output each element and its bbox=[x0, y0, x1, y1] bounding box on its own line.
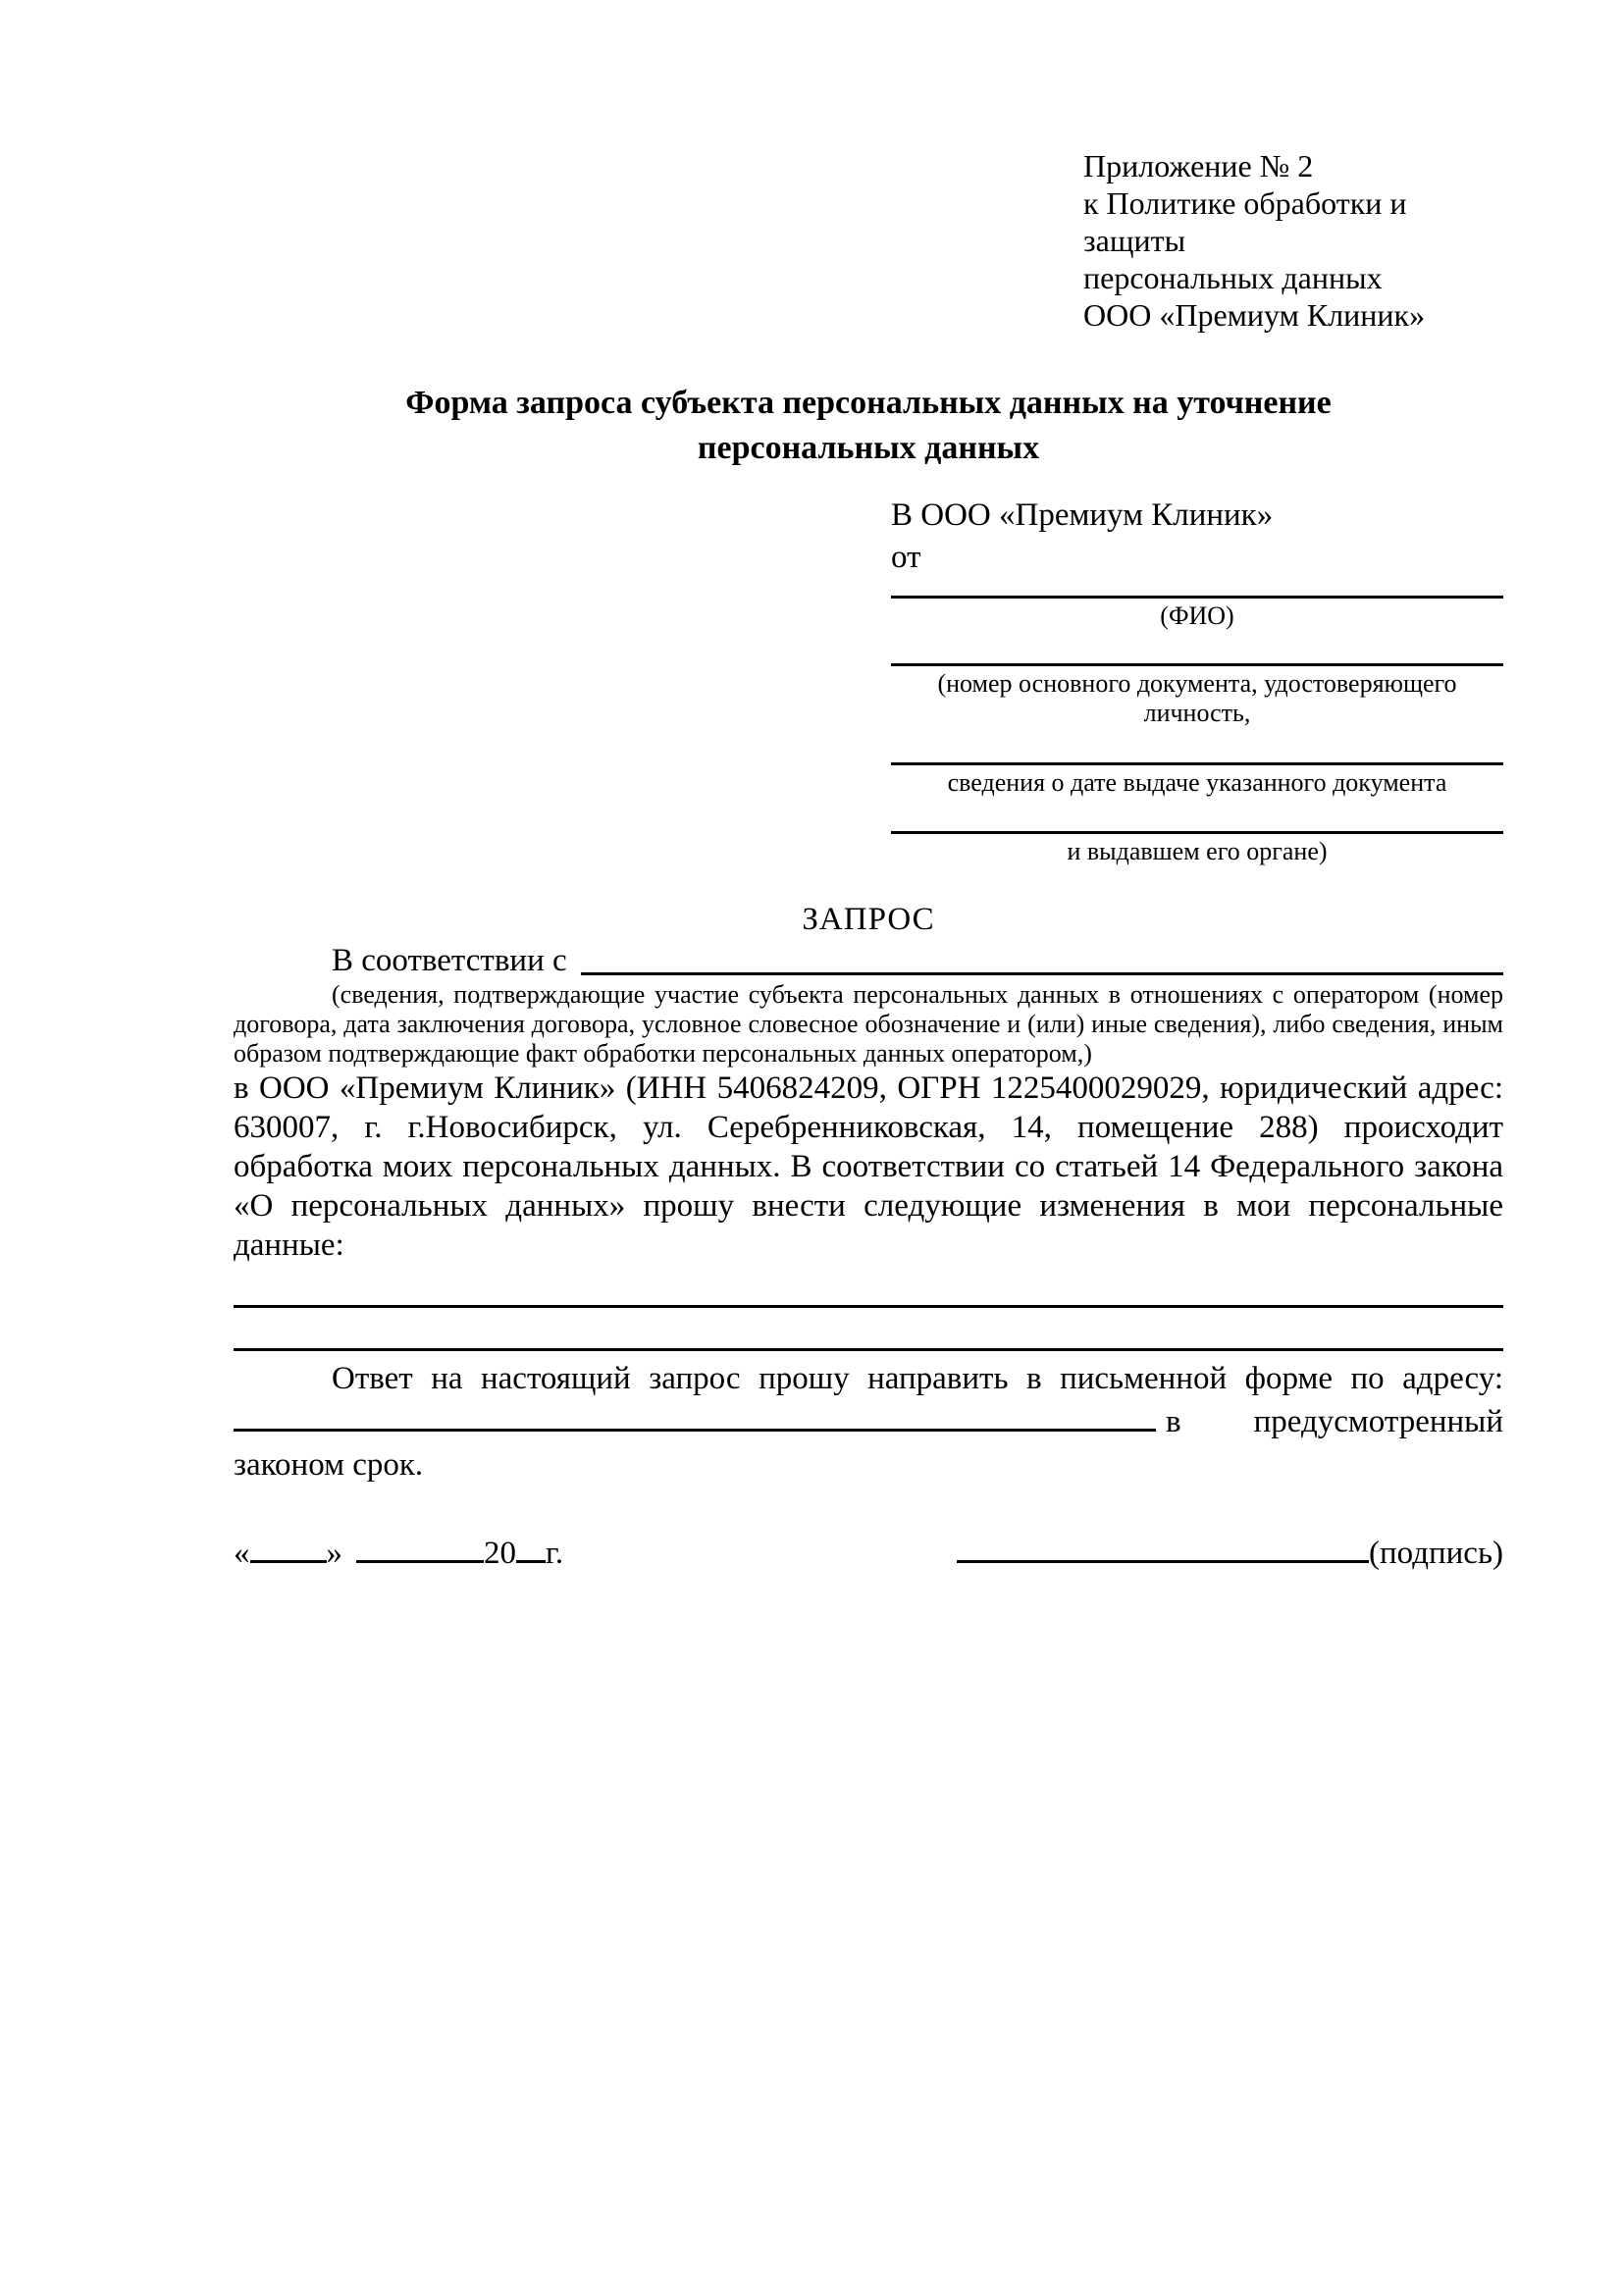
signature-blank-line bbox=[957, 1559, 1369, 1563]
year-suffix: г. bbox=[546, 1536, 564, 1571]
month-blank-line bbox=[356, 1559, 484, 1563]
accordance-lead: В соответствии с bbox=[332, 943, 567, 978]
addressee-block bbox=[891, 495, 1503, 866]
changes-blank-line-2 bbox=[234, 1308, 1503, 1351]
addressee-from-label: от bbox=[891, 540, 921, 575]
reply-word-1: в bbox=[1166, 1404, 1181, 1439]
accordance-note: (сведения, подтверждающие участие субъекта персональных данных в отношениях с оператором (номер договора, дата заключения договора, условное словесное обозначение и (или) иные сведения), либо сведения, иным образом подтверждающие факт обработки персональных данных оператором,) bbox=[234, 980, 1503, 1068]
issue-date-note: сведения о дате выдаче указанного документа bbox=[947, 768, 1447, 797]
date-group bbox=[234, 1534, 563, 1573]
form-title: Форма запроса субъекта персональных данных на уточнение персональных данных bbox=[405, 385, 1332, 466]
changes-blank-line-1 bbox=[234, 1265, 1503, 1308]
reply-address-row bbox=[234, 1398, 1503, 1443]
document-number-note: (номер основного документа, удостоверяющего личность, bbox=[937, 669, 1457, 727]
fio-blank-line bbox=[891, 579, 1503, 599]
request-heading: ЗАПРОС bbox=[802, 902, 935, 937]
addressee-organization: В ООО «Премиум Клиник» bbox=[891, 497, 1274, 533]
issuing-authority-blank-line bbox=[891, 798, 1503, 834]
appendix-block bbox=[1083, 147, 1503, 334]
body-paragraph: в ООО «Премиум Клиник» (ИНН 5406824209, ОГРН 1225400029029, юридический адрес: 630007, г. г.Новосибирск, ул. Серебренниковская, 14, помещение 288) происходит обработка моих персональных данных. В соответствии со статьей 14 Федерального закона «О персональных данных» прошу внести следующие изменения в мои персональные данные: bbox=[234, 1070, 1503, 1263]
signature-note: (подпись) bbox=[1369, 1536, 1503, 1571]
reply-word-2: предусмотренный bbox=[1253, 1404, 1503, 1439]
day-blank-line bbox=[250, 1559, 327, 1563]
appendix-line: ООО «Премиум Клиник» bbox=[1083, 297, 1426, 333]
appendix-line: Приложение № 2 bbox=[1083, 148, 1314, 183]
quote-close: » bbox=[326, 1536, 342, 1571]
year-blank-line bbox=[516, 1559, 546, 1563]
accordance-row bbox=[234, 941, 1503, 980]
quote-open: « bbox=[234, 1536, 250, 1571]
signature-group bbox=[957, 1534, 1503, 1573]
appendix-line: персональных данных bbox=[1083, 260, 1383, 295]
issue-date-blank-line bbox=[891, 728, 1503, 765]
document-number-blank-line bbox=[891, 631, 1503, 666]
appendix-line: к Политике обработки и защиты bbox=[1083, 185, 1407, 258]
year-prefix: 20 bbox=[484, 1536, 516, 1571]
accordance-blank-line bbox=[581, 941, 1503, 975]
reply-end: законом срок. bbox=[234, 1447, 424, 1483]
reply-sentence: Ответ на настоящий запрос прошу направить в письменной форме по адресу: bbox=[332, 1361, 1503, 1396]
fio-note: (ФИО) bbox=[1160, 601, 1234, 630]
date-signature-row bbox=[234, 1534, 1503, 1573]
reply-address-blank-line bbox=[234, 1398, 1156, 1432]
issuing-authority-note: и выдавшем его органе) bbox=[1067, 837, 1328, 865]
